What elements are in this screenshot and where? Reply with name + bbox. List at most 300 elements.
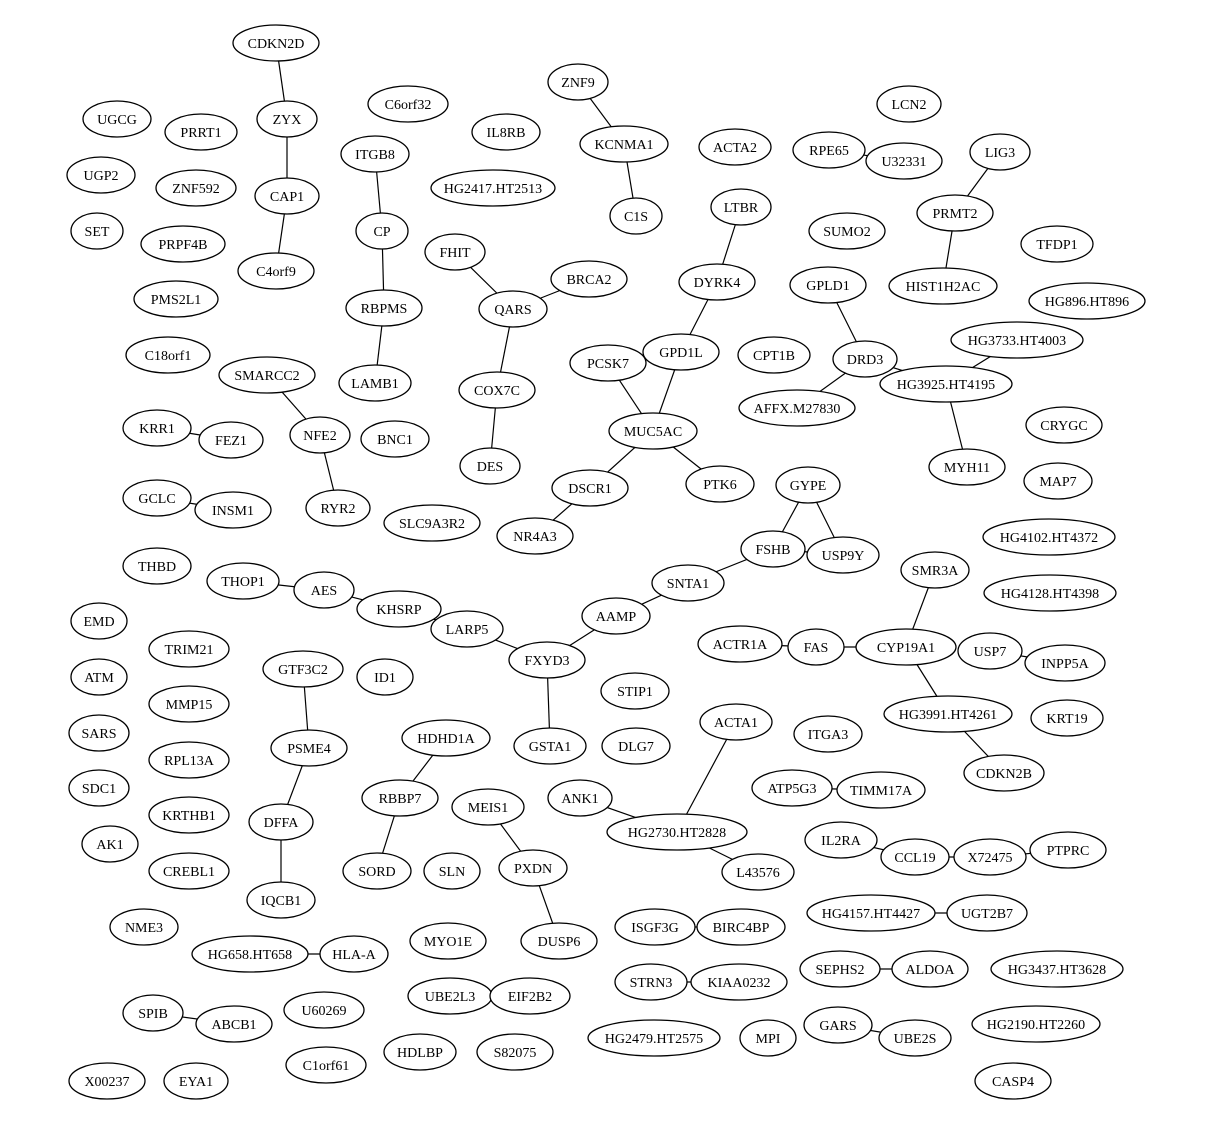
node-label: HG2190.HT2260 [986,1018,1086,1033]
node-thbd [123,548,191,584]
node-cdkn2b [964,755,1044,791]
node-hdlbp [384,1034,456,1070]
node-label: CASP4 [991,1075,1035,1090]
node-label: PRMT2 [932,207,978,222]
node-label: TFDP1 [1036,238,1078,253]
node-label: RBPMS [360,302,408,317]
node-label: EMD [83,615,115,630]
node-ugcg [83,101,151,137]
node-label: AES [310,584,338,599]
node-label: LTBR [723,201,759,216]
node-des [460,448,520,484]
node-label: LIG3 [984,146,1016,161]
node-krthb1 [149,797,229,833]
node-gpld1 [790,267,866,303]
node-gtf3c2 [263,651,343,687]
node-label: KRR1 [139,422,175,437]
node-label: HG896.HT896 [1044,295,1130,310]
node-hg896-ht896 [1029,283,1145,319]
node-label: SET [84,225,110,240]
node-label: SORD [358,865,396,880]
node-label: UGT2B7 [960,907,1014,922]
node-label: HG2730.HT2828 [627,826,727,841]
node-trim21 [149,631,229,667]
node-hg4128-ht4398 [984,575,1116,611]
node-label: NME3 [124,921,164,936]
node-hg2190-ht2260 [972,1006,1100,1042]
node-label: L43576 [736,866,780,881]
node-znf9 [548,64,608,100]
node-hla-a [320,936,388,972]
node-label: X72475 [967,851,1013,866]
node-label: SNTA1 [666,577,710,592]
node-label: HDHD1A [417,732,475,747]
node-dyrk4 [679,264,755,300]
node-label: DES [476,460,504,475]
node-brca2 [551,261,627,297]
node-cap1 [255,178,319,214]
node-label: CYP19A1 [876,641,936,656]
node-abcb1 [196,1006,272,1042]
node-label: UGCG [97,113,137,128]
node-rpe65 [793,132,865,168]
node-il2ra [805,822,877,858]
node-myo1e [410,923,486,959]
node-label: RPL13A [164,754,214,769]
node-label: IL8RB [486,126,526,141]
node-meis1 [452,789,524,825]
node-label: HDLBP [397,1046,443,1061]
node-qars [479,291,547,327]
node-ptprc [1030,832,1106,868]
node-label: SDC1 [81,782,117,797]
node-fxyd3 [509,642,585,678]
node-c6orf32 [368,86,448,122]
node-label: ZNF9 [561,76,595,91]
node-ugp2 [67,157,135,193]
node-hist1h2ac [889,268,997,304]
node-hg2479-ht2575 [588,1020,720,1056]
node-label: ATP5G3 [767,782,817,797]
node-label: EIF2B2 [507,990,553,1005]
node-label: STIP1 [617,685,653,700]
node-smr3a [901,552,969,588]
node-label: NFE2 [303,429,337,444]
node-label: EYA1 [178,1075,214,1090]
node-dscr1 [552,470,628,506]
node-rbpms [346,290,422,326]
node-crygc [1026,407,1102,443]
node-bnc1 [361,421,429,457]
node-label: HLA-A [332,948,376,963]
node-cp [356,213,408,249]
node-lig3 [970,134,1030,170]
node-label: BIRC4BP [712,921,770,936]
node-label: USP9Y [821,549,865,564]
node-cyp19a1 [856,629,956,665]
node-label: CPT1B [752,349,796,364]
node-label: X00237 [84,1075,130,1090]
node-cdkn2d [233,25,319,61]
node-label: RPE65 [809,144,849,159]
node-label: PRPF4B [158,238,208,253]
node-isgf3g [615,909,695,945]
node-label: INSM1 [211,504,255,519]
node-label: INPP5A [1041,657,1089,672]
node-label: C18orf1 [144,349,192,364]
node-label: RYR2 [320,502,356,517]
node-muc5ac [609,413,697,449]
node-label: AAMP [595,610,637,625]
node-label: ITGB8 [355,148,395,163]
node-label: PTPRC [1046,844,1090,859]
node-label: HG4157.HT4427 [821,907,921,922]
node-hg658-ht658 [192,936,308,972]
node-ccl19 [881,839,949,875]
node-label: CP [373,225,391,240]
node-label: SMARCC2 [234,369,300,384]
node-label: IL2RA [821,834,861,849]
node-zyx [257,101,317,137]
node-iqcb1 [247,882,315,918]
node-label: ZNF592 [172,182,220,197]
node-actr1a [698,626,782,662]
node-psme4 [271,730,347,766]
node-ptk6 [686,466,754,502]
node-id1 [357,659,413,695]
node-l43576 [722,854,794,890]
node-ryr2 [306,490,370,526]
node-label: MPI [755,1032,781,1047]
node-label: DLG7 [618,740,654,755]
node-inpp5a [1025,645,1105,681]
node-sln [424,853,480,889]
node-label: GPLD1 [806,279,850,294]
node-eif2b2 [490,978,570,1014]
node-label: ANK1 [561,792,599,807]
node-atm [71,659,127,695]
node-gars [804,1007,872,1043]
node-itgb8 [341,136,409,172]
node-label: DUSP6 [537,935,581,950]
node-ube2s [879,1020,951,1056]
node-krt19 [1031,700,1103,736]
node-hg2417-ht2513 [431,170,555,206]
node-label: IQCB1 [260,894,302,909]
node-birc4bp [697,909,785,945]
node-label: PXDN [513,862,553,877]
node-strn3 [615,964,687,1000]
node-affx-m27830 [739,390,855,426]
node-label: LCN2 [891,98,927,113]
node-label: GSTA1 [528,740,572,755]
node-label: AFFX.M27830 [753,402,841,417]
node-label: FEZ1 [215,434,247,449]
node-fez1 [199,422,263,458]
node-prrt1 [165,114,237,150]
node-label: FAS [803,641,829,656]
node-hdhd1a [402,720,490,756]
node-label: KRT19 [1046,712,1088,727]
node-hg3437-ht3628 [991,951,1123,987]
node-label: PMS2L1 [150,293,202,308]
node-label: DFFA [263,816,299,831]
node-label: KCNMA1 [594,138,654,153]
node-x72475 [954,839,1026,875]
node-hg2730-ht2828 [607,814,747,850]
node-map7 [1024,463,1092,499]
node-rbbp7 [362,780,438,816]
node-label: MYO1E [423,935,473,950]
node-ank1 [548,780,612,816]
node-gpd1l [643,334,719,370]
node-hg3925-ht4195 [880,366,1012,402]
node-label: ATM [84,671,114,686]
node-cpt1b [738,337,810,373]
node-kcnma1 [580,126,668,162]
node-label: GTF3C2 [278,663,328,678]
node-hg4102-ht4372 [983,519,1115,555]
node-label: SEPHS2 [815,963,865,978]
node-c1orf61 [286,1047,366,1083]
node-fas [788,629,844,665]
node-label: SMR3A [911,564,959,579]
node-label: MMP15 [165,698,213,713]
node-sdc1 [69,770,129,806]
node-label: THOP1 [221,575,265,590]
node-ugt2b7 [947,895,1027,931]
node-krr1 [123,410,191,446]
node-label: LAMB1 [351,377,399,392]
node-sephs2 [800,951,880,987]
node-label: GCLC [138,492,176,507]
node-smarcc2 [219,357,315,393]
node-label: HG3733.HT4003 [967,334,1067,349]
node-label: ISGF3G [631,921,679,936]
node-label: FXYD3 [524,654,570,669]
node-hg3991-ht4261 [884,696,1012,732]
node-insm1 [195,492,271,528]
node-aamp [582,598,650,634]
node-label: COX7C [474,384,520,399]
node-label: SUMO2 [823,225,871,240]
node-itga3 [794,716,862,752]
node-sars [69,715,129,751]
node-kiaa0232 [691,964,787,1000]
node-label: CRYGC [1040,419,1088,434]
node-label: ABCB1 [211,1018,257,1033]
node-label: CAP1 [269,190,305,205]
node-label: SPIB [138,1007,168,1022]
node-label: PTK6 [703,478,737,493]
node-label: USP7 [973,645,1007,660]
node-label: UBE2S [893,1032,937,1047]
node-mpi [740,1020,796,1056]
node-label: STRN3 [629,976,673,991]
node-nr4a3 [497,518,573,554]
node-label: PRRT1 [180,126,222,141]
node-label: CDKN2D [247,37,305,52]
node-label: GARS [819,1019,857,1034]
node-lcn2 [877,86,941,122]
node-spib [123,995,183,1031]
node-gsta1 [514,728,586,764]
node-label: HG4128.HT4398 [1000,587,1100,602]
node-label: HIST1H2AC [905,280,981,295]
node-sumo2 [809,213,885,249]
node-label: UGP2 [83,169,119,184]
node-label: HG2417.HT2513 [443,182,543,197]
node-c18orf1 [126,337,210,373]
node-hg4157-ht4427 [807,895,935,931]
node-x00237 [69,1063,145,1099]
node-label: HG3991.HT4261 [898,708,998,723]
node-label: MEIS1 [467,801,509,816]
node-label: ACTA2 [713,141,757,156]
node-eya1 [164,1063,228,1099]
node-crebl1 [149,853,229,889]
node-label: C1orf61 [302,1059,350,1074]
node-label: QARS [494,303,532,318]
node-acta1 [700,704,772,740]
node-label: GYPE [789,479,827,494]
node-label: MAP7 [1039,475,1077,490]
node-casp4 [975,1063,1051,1099]
node-fshb [741,531,805,567]
node-u32331 [866,143,942,179]
node-label: ZYX [272,113,302,128]
node-label: KHSRP [376,603,422,618]
node-label: AK1 [96,838,124,853]
node-label: HG4102.HT4372 [999,531,1099,546]
node-prpf4b [141,226,225,262]
node-c4orf9 [238,253,314,289]
node-aldoa [892,951,968,987]
node-cox7c [459,372,535,408]
node-fhit [425,234,485,270]
node-dusp6 [521,923,597,959]
node-label: S82075 [493,1046,537,1061]
node-drd3 [833,341,897,377]
node-usp9y [807,537,879,573]
node-label: HG3437.HT3628 [1007,963,1107,978]
node-stip1 [601,673,669,709]
node-gype [776,467,840,503]
node-set [71,213,123,249]
node-usp7 [958,633,1022,669]
node-layer [67,25,1145,1099]
node-label: HG3925.HT4195 [896,378,996,393]
node-slc9a3r2 [384,505,480,541]
node-label: NR4A3 [513,530,557,545]
node-label: ID1 [374,671,396,686]
node-snta1 [652,565,724,601]
node-label: SARS [81,727,117,742]
node-label: ACTR1A [712,638,768,653]
node-ube2l3 [408,978,492,1014]
node-rpl13a [149,742,229,778]
node-nfe2 [290,417,350,453]
node-label: HG658.HT658 [207,948,293,963]
node-dffa [249,804,313,840]
node-label: U32331 [881,155,927,170]
node-ak1 [82,826,138,862]
node-sord [343,853,411,889]
node-label: KIAA0232 [707,976,771,991]
node-pms2l1 [134,281,218,317]
node-label: SLN [438,865,466,880]
node-tfdp1 [1021,226,1093,262]
node-label: MYH11 [943,461,991,476]
node-label: DSCR1 [568,482,612,497]
node-u60269 [284,992,364,1028]
node-label: RBBP7 [378,792,422,807]
node-label: FHIT [439,246,471,261]
node-label: DYRK4 [693,276,741,291]
node-label: UBE2L3 [424,990,476,1005]
node-hg3733-ht4003 [951,322,1083,358]
node-label: TRIM21 [164,643,214,658]
node-label: BRCA2 [566,273,612,288]
node-lamb1 [339,365,411,401]
node-label: DRD3 [846,353,884,368]
node-label: GPD1L [659,346,703,361]
node-gclc [123,480,191,516]
node-dlg7 [602,728,670,764]
node-acta2 [699,129,771,165]
node-znf592 [156,170,236,206]
node-nme3 [110,909,178,945]
node-label: BNC1 [377,433,413,448]
node-label: C4orf9 [256,265,296,280]
node-label: THBD [137,560,177,575]
node-label: C6orf32 [384,98,432,113]
node-label: ITGA3 [807,728,849,743]
node-pcsk7 [570,345,646,381]
node-label: KRTHB1 [162,809,216,824]
node-larp5 [431,611,503,647]
node-label: FSHB [755,543,791,558]
node-label: MUC5AC [623,425,683,440]
node-prmt2 [917,195,993,231]
node-label: PSME4 [287,742,331,757]
node-mmp15 [149,686,229,722]
node-c1s [610,198,662,234]
node-label: CCL19 [894,851,936,866]
node-ltbr [711,189,771,225]
node-aes [294,572,354,608]
node-label: TIMM17A [849,784,913,799]
node-myh11 [929,449,1005,485]
node-label: U60269 [301,1004,347,1019]
node-thop1 [207,563,279,599]
node-timm17a [837,772,925,808]
node-label: SLC9A3R2 [398,517,466,532]
node-label: ACTA1 [714,716,758,731]
node-label: C1S [623,210,649,225]
node-label: PCSK7 [586,357,630,372]
node-il8rb [472,114,540,150]
node-emd [71,603,127,639]
node-label: CREBL1 [162,865,216,880]
node-s82075 [477,1034,553,1070]
node-label: HG2479.HT2575 [604,1032,704,1047]
node-khsrp [357,591,441,627]
node-label: ALDOA [905,963,955,978]
node-label: CDKN2B [975,767,1033,782]
node-atp5g3 [752,770,832,806]
node-pxdn [499,850,567,886]
